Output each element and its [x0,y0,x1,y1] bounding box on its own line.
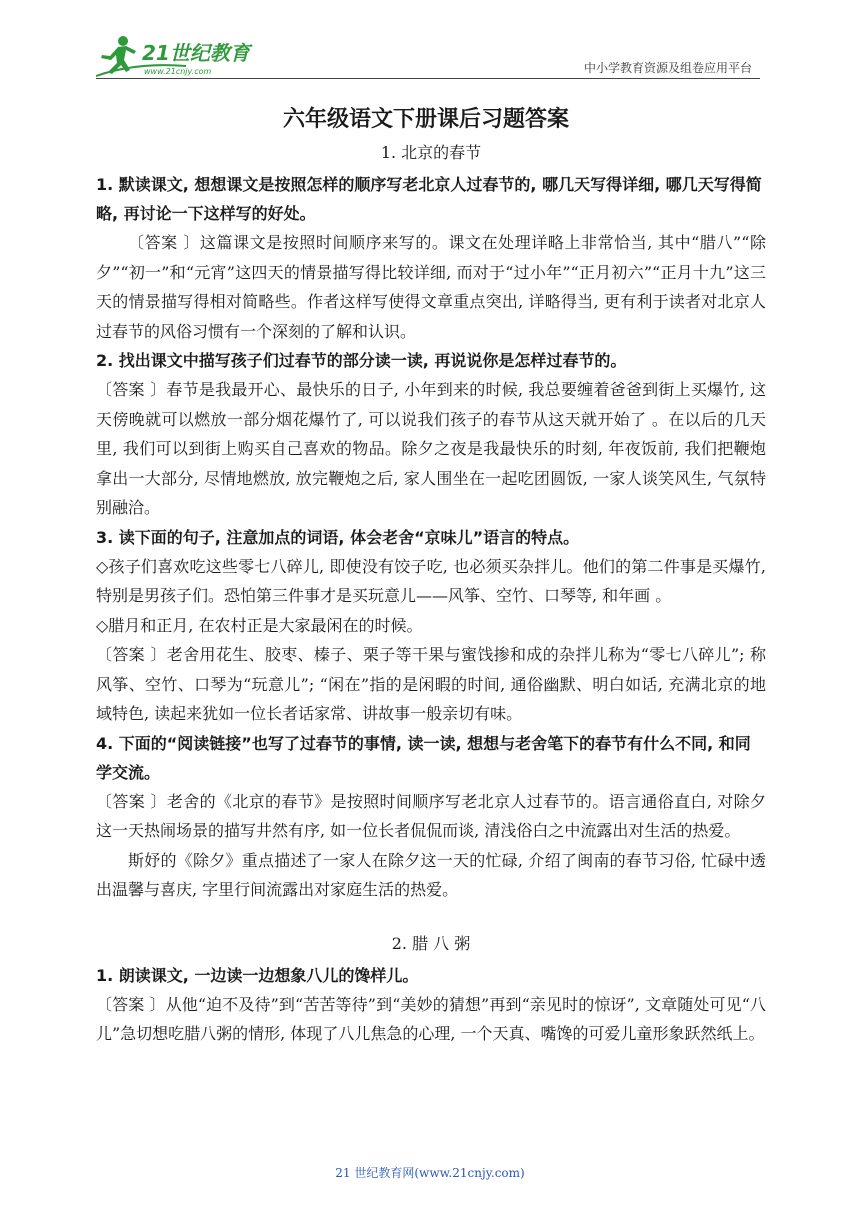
header-divider [96,78,760,79]
lesson-1-answer-2: 〔答案 〕春节是我最开心、最快乐的日子, 小年到来的时候, 我总要缠着爸爸到街上买爆竹, 这天傍晚就可以燃放一部分烟花爆竹了, 可以说我们孩子的春节从这天就开始了 。在以后的几天里, 我们可以到街上购买自己喜欢的物品。除夕之夜是我最快乐的时刻, 年夜饭前, 我们把鞭炮拿出一大部分, 尽情地燃放, 放完鞭炮之后, 家人围坐在一起吃团圆饭, 一家人谈笑风生, 气氛特别融洽。 [96,380,766,517]
lesson-1-sentence-1: ◇孩子们喜欢吃这些零七八碎儿, 即使没有饺子吃, 也必须买杂拌儿。他们的第二件事是买爆竹, 特别是男孩子们。恐怕第三件事才是买玩意儿——风筝、空竹、口琴等, 和年画 。 [96,556,766,605]
lesson-1-answer-3: 〔答案 〕老舍用花生、胶枣、榛子、栗子等干果与蜜饯掺和成的杂拌儿称为“零七八碎儿”; 称风筝、空竹、口琴为“玩意儿”; “闲在”指的是闲暇的时间, 通俗幽默、明白如话, 充满北京的地域特色, 读起来犹如一位长者话家常、讲故事一般亲切有味。 [96,645,766,723]
logo [96,32,266,78]
lesson-1-heading: 1. 北京的春节 [380,143,482,162]
document-body [96,100,766,1049]
lesson-1-question-3: 3. 读下面的句子, 注意加点的词语, 体会老舍“京味儿”语言的特点。 [96,527,580,547]
page-footer: 21 世纪教育网(www.21cnjy.com) [335,1166,525,1180]
lesson-1-answer-4a: 〔答案 〕老舍的《北京的春节》是按照时间顺序写老北京人过春节的。语言通俗直白, 对除夕这一天热闹场景的描写井然有序, 如一位长者侃侃而谈, 清浅俗白之中流露出对生活的热爱。 [96,791,766,840]
lesson-1-question-4: 4. 下面的“阅读链接”也写了过春节的事情, 读一读, 想想与老舍笔下的春节有什么不同, 和同学交流。 [96,733,751,782]
lesson-2-answer-1: 〔答案 〕从他“迫不及待”到“苦苦等待”到“美妙的猜想”再到“亲见时的惊讶”, 文章随处可见“八儿”急切想吃腊八粥的情形, 体现了八儿焦急的心理, 一个天真、嘴馋的可爱儿童形象跃然纸上。 [96,994,766,1043]
lesson-1-question-1: 1. 默读课文, 想想课文是按照怎样的顺序写老北京人过春节的, 哪几天写得详细, 哪几天写得简略, 再讨论一下这样写的好处。 [96,175,762,223]
lesson-1-answer-4b: 斯妤的《除夕》重点描述了一家人在除夕这一天的忙碌, 介绍了闽南的春节习俗, 忙碌中透出温馨与喜庆, 字里行间流露出对家庭生活的热爱。 [96,850,766,899]
logo-brand: 21世纪教育 [142,41,250,65]
lesson-2-heading: 2. 腊 八 粥 [391,933,471,953]
platform-name: 中小学教育资源及组卷应用平台 [583,61,752,75]
lesson-1-sentence-2: ◇腊月和正月, 在农村正是大家最闲在的时候。 [96,615,423,635]
page-header [96,32,760,80]
lesson-2-question-1: 1. 朗读课文, 一边读一边想象八儿的馋样儿。 [96,965,419,985]
document-title: 六年级语文下册课后习题答案 [282,106,569,132]
logo-url: www.21cnjy.com [144,67,212,76]
lesson-1-question-2: 2. 找出课文中描写孩子们过春节的部分读一读, 再说说你是怎样过春节的。 [96,351,627,370]
lesson-1-answer-1: 〔答案 〕这篇课文是按照时间顺序来写的。课文在处理详略上非常恰当, 其中“腊八”“除夕”“初一”和“元宵”这四天的情景描写得比较详细, 而对于“过小年”“正月初六”“正月十九”这三天的情景描写得相对简略些。作者这样写使得文章重点突出, 详略得当, 更有利于读者对北京人过春节的风俗习惯有一个深刻的了解和认识。 [96,233,766,341]
